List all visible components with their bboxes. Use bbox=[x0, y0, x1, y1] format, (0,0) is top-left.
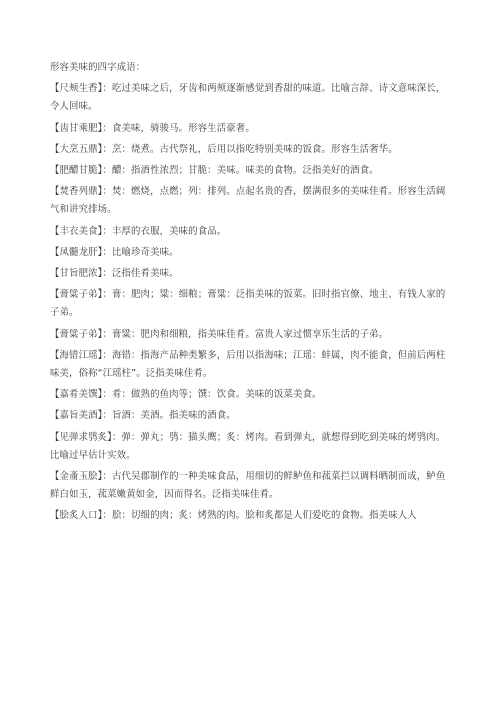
idiom-entry: 【金齑玉脍】：古代吴郡制作的一种美味食品，用细切的鲜鲈鱼和菰菜拦以调料晒制而成，鲈鱼鲜白如玉，菰菜嫩黄如金，因而得名。泛指美味佳肴。 bbox=[50, 471, 446, 501]
idiom-list bbox=[50, 80, 446, 525]
idiom-entry: 【见弹求鸮炙】：弹：弹丸；鸮：猫头鹰；炙：烤肉。看到弹丸，就想得到吃到美味的烤鸮肉。比喻过早估计实效。 bbox=[50, 431, 446, 461]
idiom-entry: 【膏粱子弟】：膏粱：肥肉和细粮，指美味佳肴。富贵人家过惯享乐生活的子弟。 bbox=[50, 328, 389, 340]
idiom-entry: 【尺颊生香】：吃过美味之后，牙齿和两颊逐渐感觉到香甜的味道。比喻言辞、诗文意味深长，令人回味。 bbox=[50, 83, 446, 113]
document-heading: 形容美味的四字成语： bbox=[50, 62, 146, 73]
idiom-entry: 【丰衣美食】：丰厚的衣服，美味的食品。 bbox=[50, 225, 227, 237]
idiom-entry: 【齿甘乘肥】：食美味，骑骏马。形容生活豪奢。 bbox=[50, 122, 255, 134]
idiom-entry: 【凤髓龙肝】：比喻珍奇美味。 bbox=[50, 246, 179, 258]
idiom-entry: 【海错江瑶】：海错：指海产品种类繁多，后用以指海味；江瑶：蚌属，肉不能食，但前后两柱味美，俗称“江瑶柱”。泛指美味佳肴。 bbox=[50, 349, 446, 380]
idiom-entry: 【焚香列鼎】：焚：燃烧，点燃；列：排列。点起名贵的香，摆满很多的美味佳肴。形容生活阔气和讲究排场。 bbox=[50, 186, 446, 216]
idiom-entry: 【嘉肴美馔】：肴：做熟的鱼肉等；馔：饮食。美味的饭菜美食。 bbox=[50, 389, 322, 401]
idiom-entry: 【脍炙人口】：脍：切细的肉；炙：烤熟的肉。脍和炙都是人们爱吃的食物。指美味人人 bbox=[50, 510, 417, 522]
document-body bbox=[50, 59, 446, 526]
idiom-entry: 【甘旨肥浓】：泛指佳肴美味。 bbox=[50, 268, 179, 280]
idiom-entry: 【嘉旨美酒】：旨酒：美酒。指美味的酒食。 bbox=[50, 410, 236, 422]
idiom-entry: 【大烹五鼎】：烹：烧煮。古代祭礼，后用以指吃特别美味的饭食。形容生活奢华。 bbox=[50, 143, 398, 155]
idiom-entry: 【肥醲甘脆】：醲：指酒性浓烈；甘脆：美味。味美的食物。泛指美好的酒食。 bbox=[50, 165, 379, 177]
idiom-entry: 【膏粱子弟】：膏：肥肉；粱：细粮；膏粱：泛指美味的饭菜。旧时指官僚、地主、有钱人家的子弟。 bbox=[50, 289, 446, 319]
